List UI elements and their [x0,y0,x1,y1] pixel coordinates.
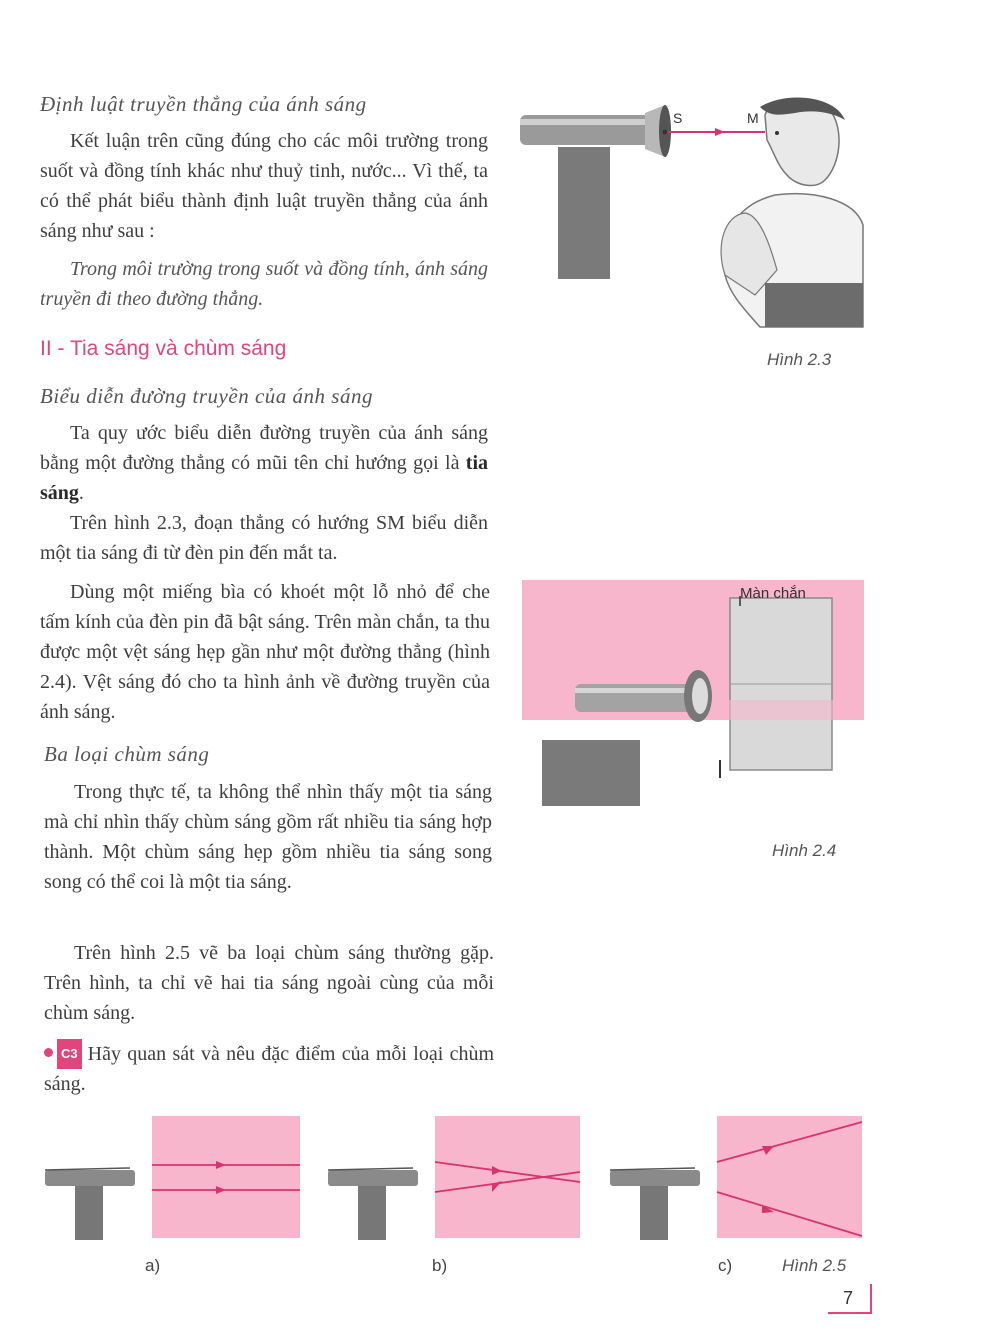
beam-converging [328,1116,580,1240]
bullet-icon [44,1048,53,1057]
page-corner-mark [828,1284,872,1314]
figure-2-4 [520,580,866,810]
subheading-three-beams: Ba loại chùm sáng [44,742,210,766]
paragraph-conclusion: Kết luận trên cũng đúng cho các môi trường trong suốt và đồng tính khác như thuỷ tinh, nước... Vì thế, ta có thể phát biểu thành định luật truyền thẳng của ánh sáng như sau : [40,130,488,242]
label-s: S [673,110,683,126]
label-c: c) [718,1256,733,1275]
paragraph-beams: Trong thực tế, ta không thể nhìn thấy một tia sáng mà chỉ nhìn thấy chùm sáng gồm rất nhiều tia sáng hợp thành. Một chùm sáng hẹp gồm nhiều tia sáng song song có thể coi là một tia sáng. [44,781,492,893]
label-m: M [747,110,759,126]
ray-arrow-icon [715,128,725,136]
law-heading: Định luật truyền thẳng của ánh sáng [40,92,367,116]
label-a: a) [145,1256,161,1275]
caption-figure-2-3: Hình 2.3 [767,350,832,369]
stand-block [542,740,640,806]
term-tia-sang: tia sáng [40,452,488,504]
beam-parallel [45,1116,300,1240]
section-title: II - Tia sáng và chùm sáng [40,337,287,360]
beam-diverging [610,1116,862,1240]
paragraph-figure-2-5: Trên hình 2.5 vẽ ba loại chùm sáng thường gặp. Trên hình, ta chỉ vẽ hai tia sáng ngoài cùng của mỗi chùm sáng. [44,942,494,1024]
page-number: 7 [843,1288,854,1308]
figure-2-5 [40,1110,870,1250]
question-c3: C3 Hãy quan sát và nêu đặc điểm của mỗi loại chùm sáng. [44,1039,494,1099]
law-statement: Trong môi trường trong suốt và đồng tính, ánh sáng truyền đi theo đường thẳng. [40,258,488,310]
caption-figure-2-4: Hình 2.4 [772,841,837,860]
label-b: b) [432,1256,448,1275]
subheading-ray-representation: Biểu diễn đường truyền của ánh sáng [40,384,373,408]
screen-label: Màn chắn [740,585,806,602]
figure-2-3 [515,95,875,335]
paragraph-ray-definition: Ta quy ước biểu diễn đường truyền của ánh sáng bằng một đường thẳng có mũi tên chỉ hướng gọi là tia sáng. Trên hình 2.3, đoạn thẳng có hướng SM biểu diễn một tia sáng đi từ đèn pin đến mắt ta. [40,422,488,564]
stand-block [558,147,610,279]
c3-badge: C3 [57,1039,82,1069]
caption-figure-2-5: Hình 2.5 [782,1256,847,1275]
paragraph-experiment: Dùng một miếng bìa có khoét một lỗ nhỏ để che tấm kính của đèn pin đã bật sáng. Trên màn chắn, ta thu được một vệt sáng hẹp gần như một đường thẳng (hình 2.4). Vệt sáng đó cho ta hình ảnh về đường truyền của ánh sáng. [40,581,490,723]
